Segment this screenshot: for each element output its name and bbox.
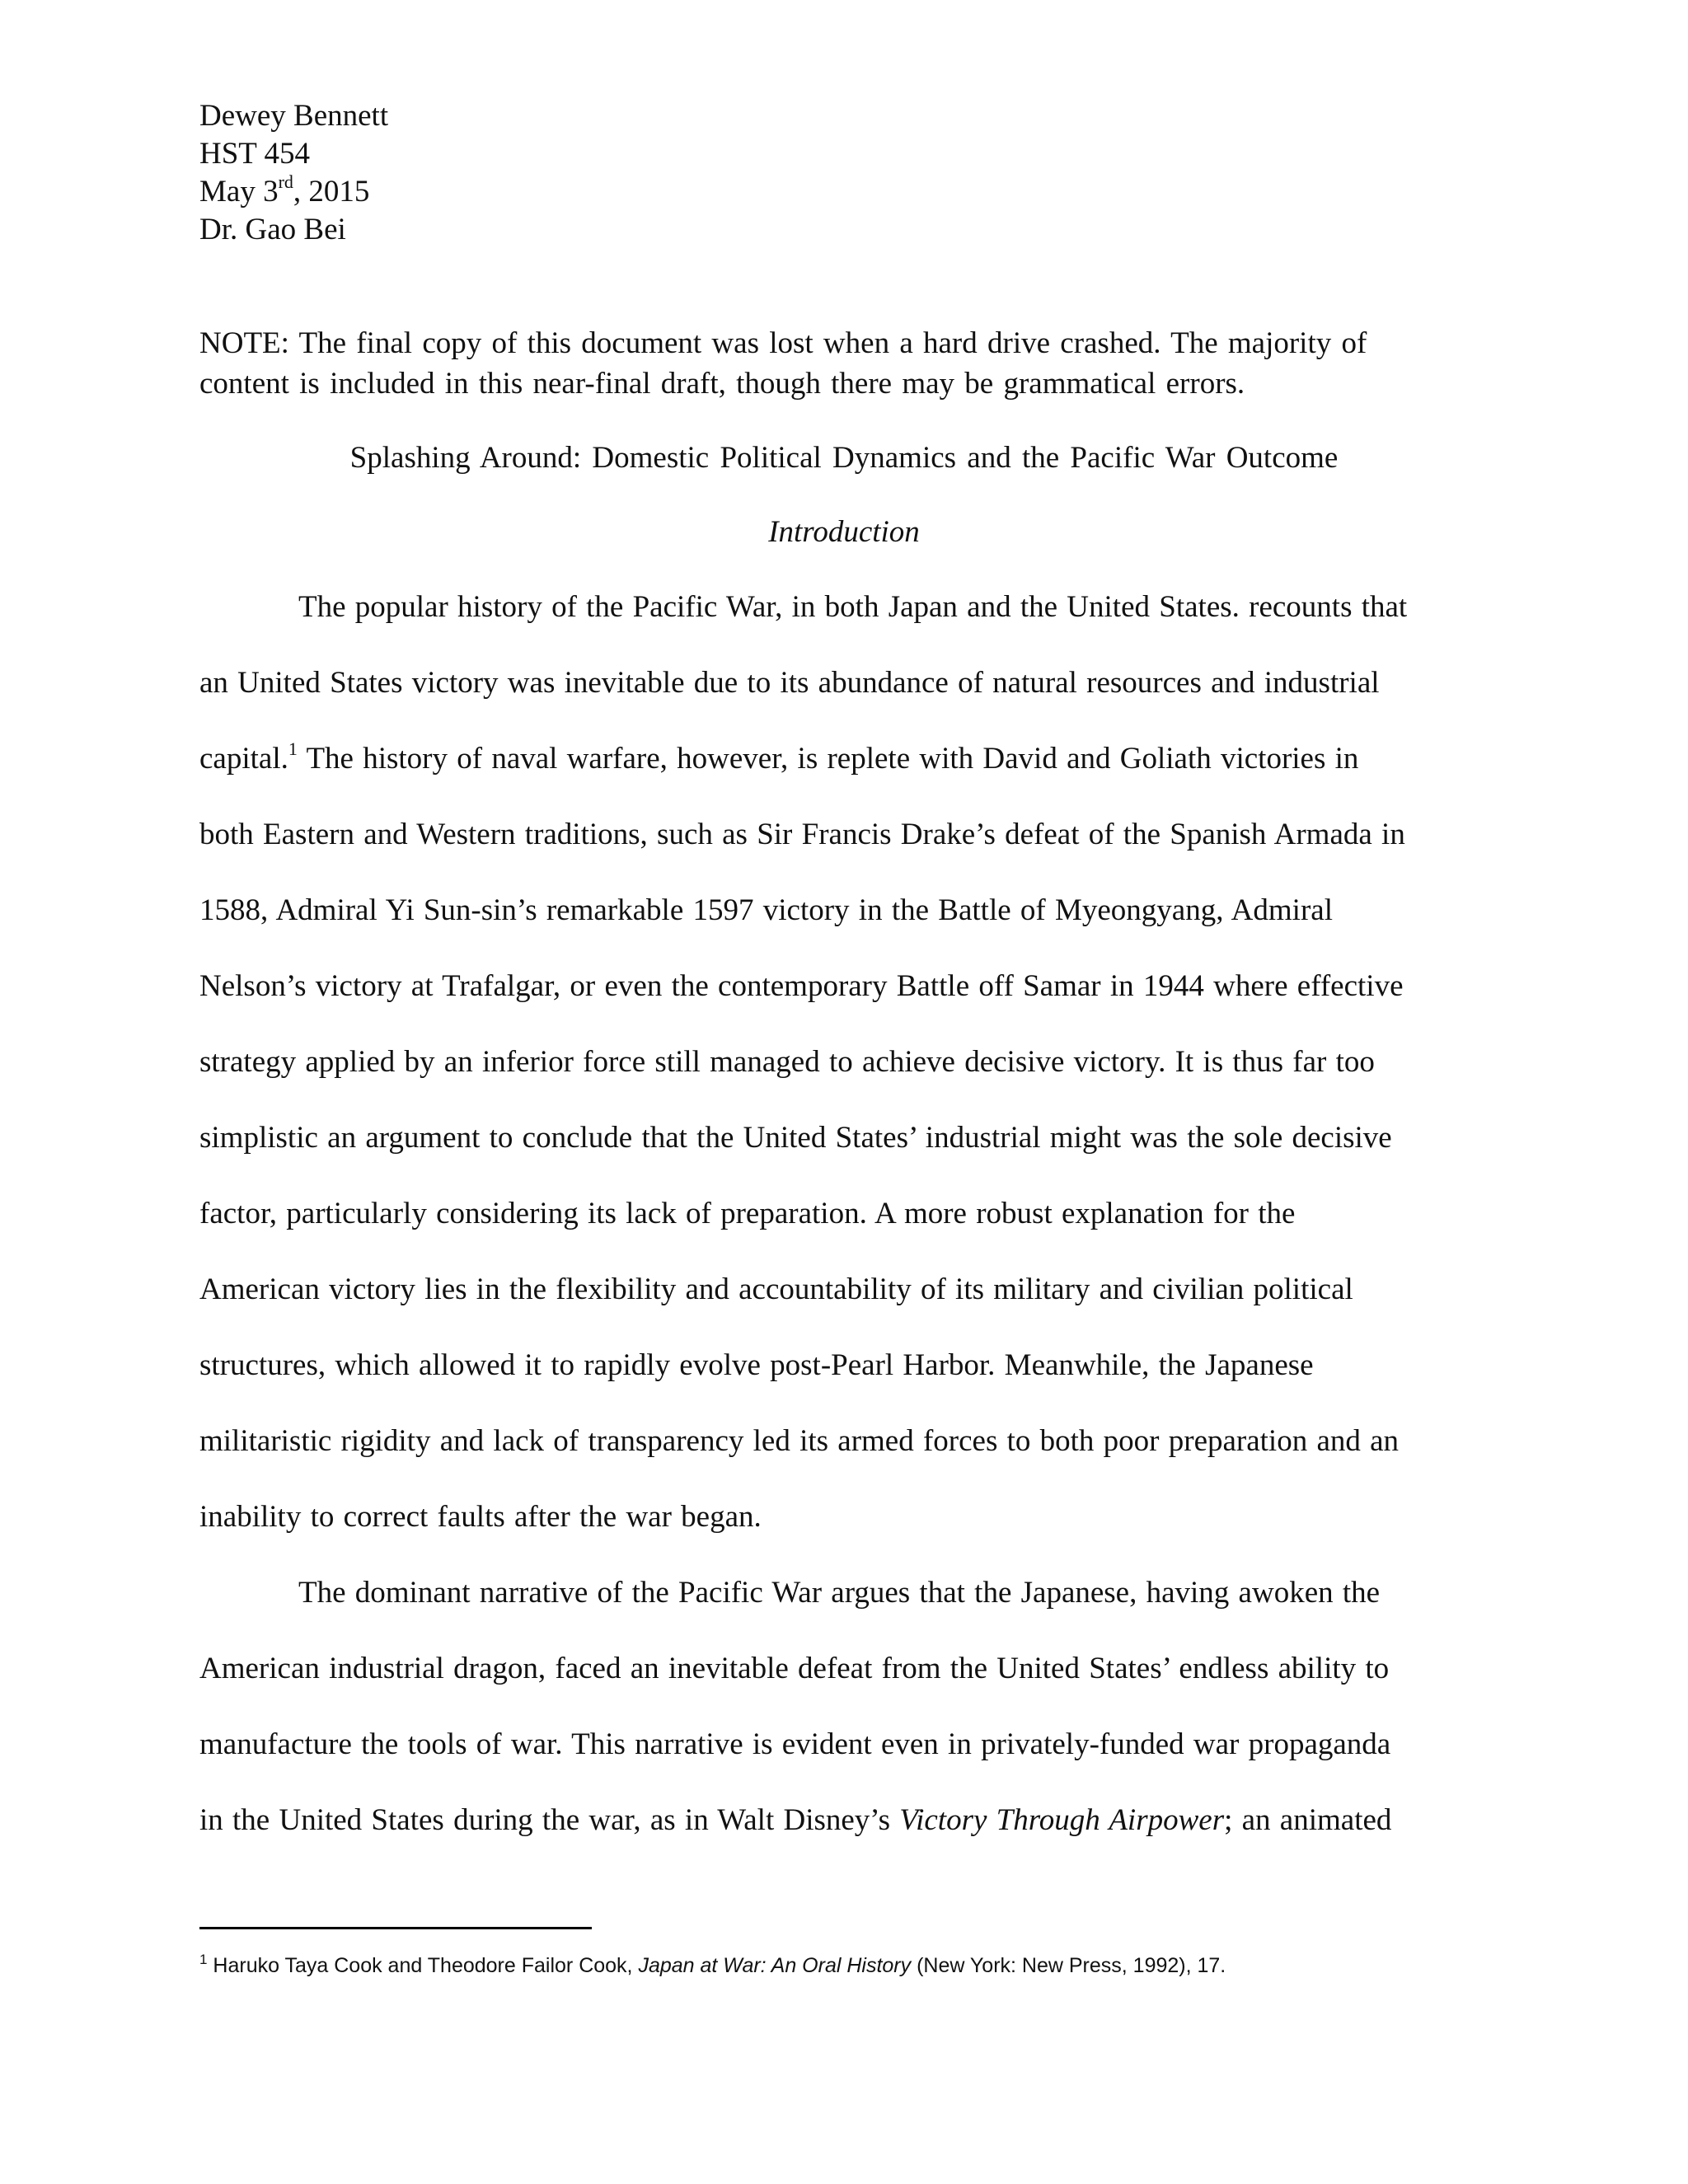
- paragraph-text: in the United States during the war, as in Walt Disney’s: [199, 1803, 900, 1837]
- date-year: , 2015: [293, 175, 370, 209]
- draft-note: [199, 323, 1485, 404]
- instructor-name: Dr. Gao Bei: [199, 213, 346, 246]
- film-title: Victory Through Airpower: [899, 1803, 1225, 1837]
- author-name: Dewey Bennett: [199, 99, 389, 133]
- section-heading: Introduction: [768, 515, 920, 549]
- paragraph-text: ; an animated: [1224, 1803, 1392, 1837]
- paragraph-line: American victory lies in the flexibility and accountability of its military and civilian political: [199, 1272, 1353, 1306]
- note-line: content is included in this near-final draft, though there may be grammatical errors.: [199, 367, 1245, 401]
- footnote-separator: [199, 1927, 592, 1929]
- footnote-number: 1: [199, 1952, 208, 1967]
- paragraph-text: The history of naval warfare, however, is replete with David and Goliath victories in: [297, 742, 1359, 776]
- date-month-day: May 3: [199, 175, 279, 209]
- note-line: NOTE: The final copy of this document was lost when a hard drive crashed. The majority of: [199, 326, 1367, 360]
- document-date: [199, 173, 388, 211]
- document-header: [199, 97, 388, 249]
- paragraph-line: inability to correct faults after the war began.: [199, 1500, 762, 1534]
- paragraph-line: The dominant narrative of the Pacific War argues that the Japanese, having awoken the: [298, 1576, 1381, 1610]
- paragraph-line: strategy applied by an inferior force still managed to achieve decisive victory. It is thus far too: [199, 1045, 1375, 1079]
- footnote-text: (New York: New Press, 1992), 17.: [911, 1954, 1226, 1977]
- paragraph-line: factor, particularly considering its lack of preparation. A more robust explanation for the: [199, 1197, 1296, 1230]
- paragraph-text: capital.: [199, 742, 288, 776]
- date-ordinal: rd: [278, 171, 293, 192]
- paragraph-line: The popular history of the Pacific War, in both Japan and the United States. recounts that: [298, 590, 1408, 624]
- paragraph-line: [199, 739, 1485, 815]
- footnote-book-title: Japan at War: An Oral History: [638, 1954, 912, 1977]
- paragraph-line: militaristic rigidity and lack of transparency led its armed forces to both poor preparation and an: [199, 1424, 1400, 1458]
- paragraph-line: simplistic an argument to conclude that the United States’ industrial might was the sole decisive: [199, 1121, 1392, 1155]
- course-code: HST 454: [199, 137, 310, 171]
- paragraph-line: an United States victory was inevitable due to its abundance of natural resources and industrial: [199, 666, 1380, 700]
- paragraph-line: manufacture the tools of war. This narrative is evident even in privately-funded war propaganda: [199, 1727, 1391, 1761]
- paper-title: Splashing Around: Domestic Political Dynamics and the Pacific War Outcome: [349, 441, 1339, 475]
- paragraph-line: structures, which allowed it to rapidly evolve post-Pearl Harbor. Meanwhile, the Japanese: [199, 1348, 1314, 1382]
- footnote-reference: 1: [288, 738, 298, 759]
- paragraph-line: 1588, Admiral Yi Sun-sin’s remarkable 1597 victory in the Battle of Myeongyang, Admiral: [199, 893, 1333, 927]
- paragraph-line: both Eastern and Western traditions, such as Sir Francis Drake’s defeat of the Spanish Armada in: [199, 818, 1405, 851]
- body-text: [199, 588, 1485, 1877]
- footnote: [199, 1952, 1226, 1980]
- footnote-text: Haruko Taya Cook and Theodore Failor Cook,: [207, 1954, 639, 1977]
- paragraph-line: American industrial dragon, faced an inevitable defeat from the United States’ endless ability to: [199, 1652, 1390, 1685]
- paragraph-line: [199, 1801, 1485, 1877]
- paragraph-line: Nelson’s victory at Trafalgar, or even the contemporary Battle off Samar in 1944 where effective: [199, 969, 1404, 1003]
